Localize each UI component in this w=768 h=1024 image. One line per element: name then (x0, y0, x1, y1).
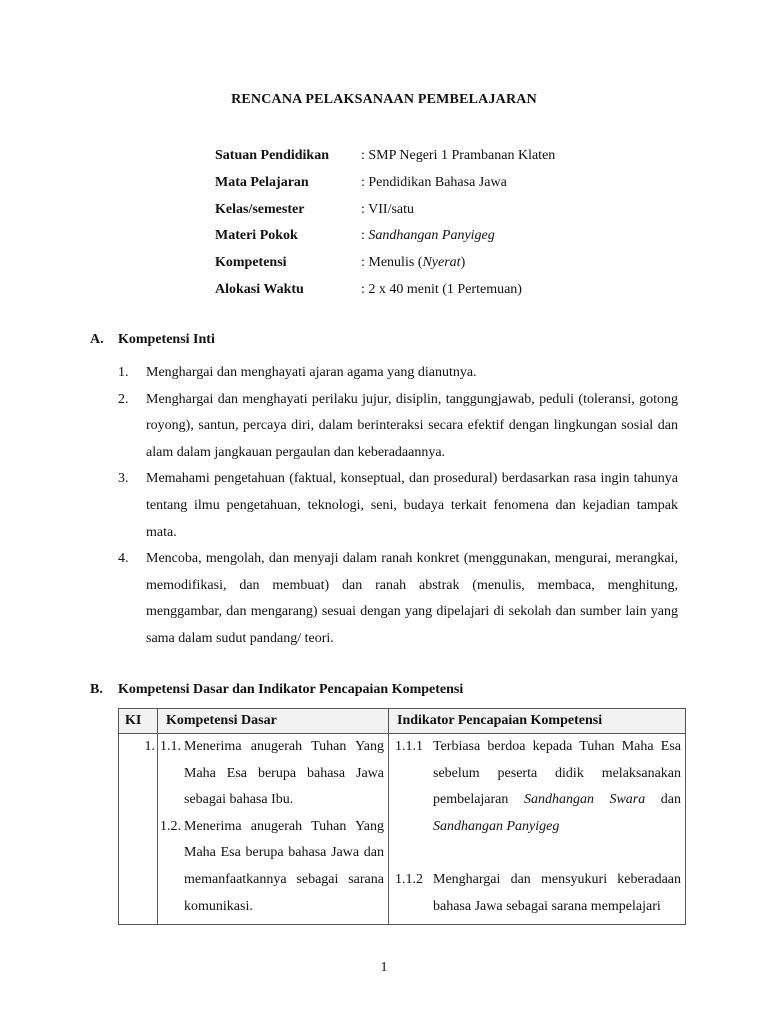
header-indikator: Indikator Pencapaian Kompetensi (389, 709, 686, 734)
document-title: RENCANA PELAKSANAAN PEMBELAJARAN (231, 92, 537, 107)
info-value-italic: Sandhangan Panyigeg (368, 228, 495, 244)
info-label: Mata Pelajaran (215, 174, 309, 190)
list-item (118, 360, 678, 387)
kd-item (158, 814, 388, 920)
info-label: Materi Pokok (215, 228, 298, 244)
page-number: 1 (380, 960, 388, 975)
section-title: Kompetensi Inti (118, 332, 215, 347)
info-value-prefix: : Menulis ( (361, 255, 423, 271)
info-value: : 2 x 40 menit (1 Pertemuan) (361, 281, 522, 297)
kd-code: 1.2. (160, 818, 181, 834)
info-label: Alokasi Waktu (215, 281, 304, 297)
section-letter: B. (90, 682, 103, 697)
section-b-heading (90, 682, 690, 698)
list-number: 1. (118, 365, 129, 380)
info-value: : SMP Negeri 1 Prambanan Klaten (361, 148, 556, 163)
header-kompetensi-dasar: Kompetensi Dasar (158, 709, 389, 734)
info-row-satuan-pendidikan (215, 146, 635, 173)
info-value-italic: Nyerat (422, 255, 461, 271)
ipk-text-part: Terbiasa berdoa kepada Tuhan Maha Esa sebelum peserta didik melaksanakan pembelajaran (433, 739, 681, 808)
kd-cell (158, 734, 389, 925)
info-row-kelas-semester (215, 200, 635, 227)
ipk-code: 1.1.1 (395, 739, 423, 754)
info-row-kompetensi (215, 253, 635, 280)
list-text: Mencoba, mengolah, dan menyaji dalam ranah konkret (menggunakan, mengurai, merangkai, memodifikasi, dan membuat) dan ranah abstrak (menulis, membaca, menghitung, menggambar, dan mengarang) sesuai dengan yang dipelajari di sekolah dan sumber lain yang sama dalam sudut pandang/ teori. (146, 551, 678, 646)
section-a-heading (90, 332, 690, 348)
spacer (389, 840, 685, 867)
info-value-suffix: ) (460, 255, 466, 271)
info-value: : VII/satu (361, 201, 415, 217)
list-text: Menghargai dan menghayati ajaran agama yang dianutnya. (146, 365, 477, 380)
list-item (118, 466, 678, 546)
info-label: Kelas/semester (215, 201, 305, 217)
section-letter: A. (90, 332, 104, 347)
ipk-text-italic: Sandhangan Panyigeg (433, 818, 560, 834)
list-text: Menghargai dan menghayati perilaku jujur, disiplin, tanggungjawab, peduli (toleransi, gotong royong), santun, percaya diri, dalam berinteraksi secara efektif dengan lingkungan sosial dan alam dalam jangkauan pergaulan dan keberadaannya. (146, 391, 678, 460)
list-number: 2. (118, 391, 129, 407)
table-header-row (119, 709, 686, 734)
ki-cell: 1. (119, 734, 158, 925)
table-row (119, 734, 686, 925)
info-value-prefix: : (361, 228, 369, 244)
header-ki: KI (119, 709, 158, 734)
ipk-cell (389, 734, 686, 925)
list-number: 3. (118, 471, 129, 487)
info-block (215, 146, 635, 307)
kd-ipk-table (118, 708, 686, 925)
kd-text: Menerima anugerah Tuhan Yang Maha Esa berupa bahasa Jawa dan memanfaatkannya sebagai sarana komunikasi. (184, 818, 384, 914)
info-label: Satuan Pendidikan (215, 148, 329, 163)
ipk-text (389, 734, 685, 840)
list-text: Memahami pengetahuan (faktual, konseptual, dan prosedural) berdasarkan rasa ingin tahunya tentang ilmu pengetahuan, teknologi, seni, budaya terkait fenomena dan kejadian tampak mata. (146, 471, 678, 540)
kd-item (158, 734, 388, 814)
info-value (361, 253, 465, 273)
kompetensi-inti-list (118, 360, 678, 653)
ipk-item (389, 734, 685, 840)
kd-code: 1.1. (160, 739, 181, 754)
kd-text: Menerima anugerah Tuhan Yang Maha Esa berupa bahasa Jawa sebagai bahasa Ibu. (184, 739, 384, 808)
info-value: : Pendidikan Bahasa Jawa (361, 174, 507, 190)
list-item (118, 387, 678, 467)
info-row-materi-pokok (215, 226, 635, 253)
info-value (361, 226, 495, 246)
list-item (118, 546, 678, 652)
section-title: Kompetensi Dasar dan Indikator Pencapaian Kompetensi (118, 682, 464, 697)
ipk-code: 1.1.2 (395, 871, 423, 887)
ipk-text-part: dan (645, 792, 681, 808)
ipk-item (389, 867, 685, 920)
info-label: Kompetensi (215, 255, 287, 271)
list-number: 4. (118, 551, 129, 567)
ipk-text: Menghargai dan mensyukuri keberadaan bahasa Jawa sebagai sarana mempelajari (433, 871, 681, 914)
ipk-text-italic: Sandhangan Swara (523, 792, 646, 808)
info-row-mata-pelajaran (215, 173, 635, 200)
info-row-alokasi-waktu (215, 280, 635, 307)
